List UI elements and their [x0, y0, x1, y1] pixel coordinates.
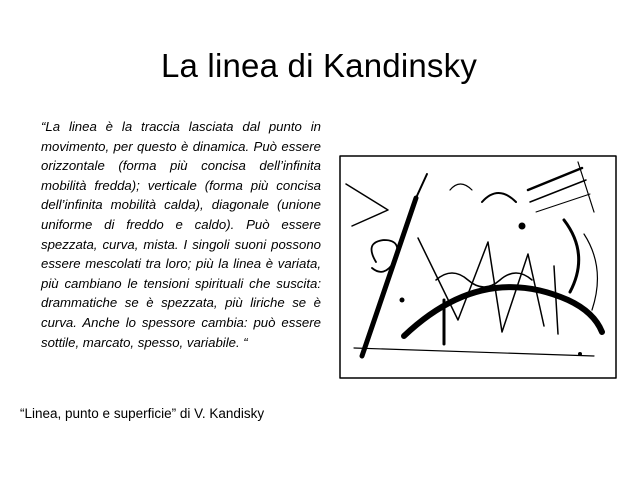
small-arc-2 — [450, 184, 472, 190]
slide-title: La linea di Kandinsky — [160, 47, 478, 84]
hatch-4 — [578, 162, 594, 212]
hatch-2 — [530, 180, 586, 202]
kandinsky-artwork — [332, 150, 622, 385]
right-curve-thin — [584, 234, 597, 310]
dot-2 — [400, 298, 405, 303]
angle-lines — [346, 184, 388, 226]
hatch-1 — [528, 168, 582, 190]
diagonal-taper — [416, 174, 427, 198]
citation: “Linea, punto e superficie” di V. Kandisky — [20, 406, 265, 421]
right-curve — [564, 220, 579, 292]
dot-3 — [578, 352, 582, 356]
dot-1 — [519, 223, 526, 230]
quote-text: “La linea è la traccia lasciata dal punto in movimento, per questo è dinamica. Può essere orizzontale (forma più concisa dell’infinita mobilità fredda); verticale (forma più concisa dell’infinita mobilità calda), diagonale (unione uniforme di freddo e caldo). Può essere spezzata, curva, mista. I singoli suoni possono essere mescolati tra loro; più la linea è variata, più cambiano le tensioni spirituali che suscita: drammatiche se è spezzata, più liriche se è curva. Anche lo spessore cambia: può essere sottile, marcato, spesso, variabile. “ — [41, 119, 321, 350]
vertical-stroke-2 — [554, 266, 558, 334]
small-arc — [482, 193, 516, 202]
bottom-horizontal — [354, 348, 594, 356]
